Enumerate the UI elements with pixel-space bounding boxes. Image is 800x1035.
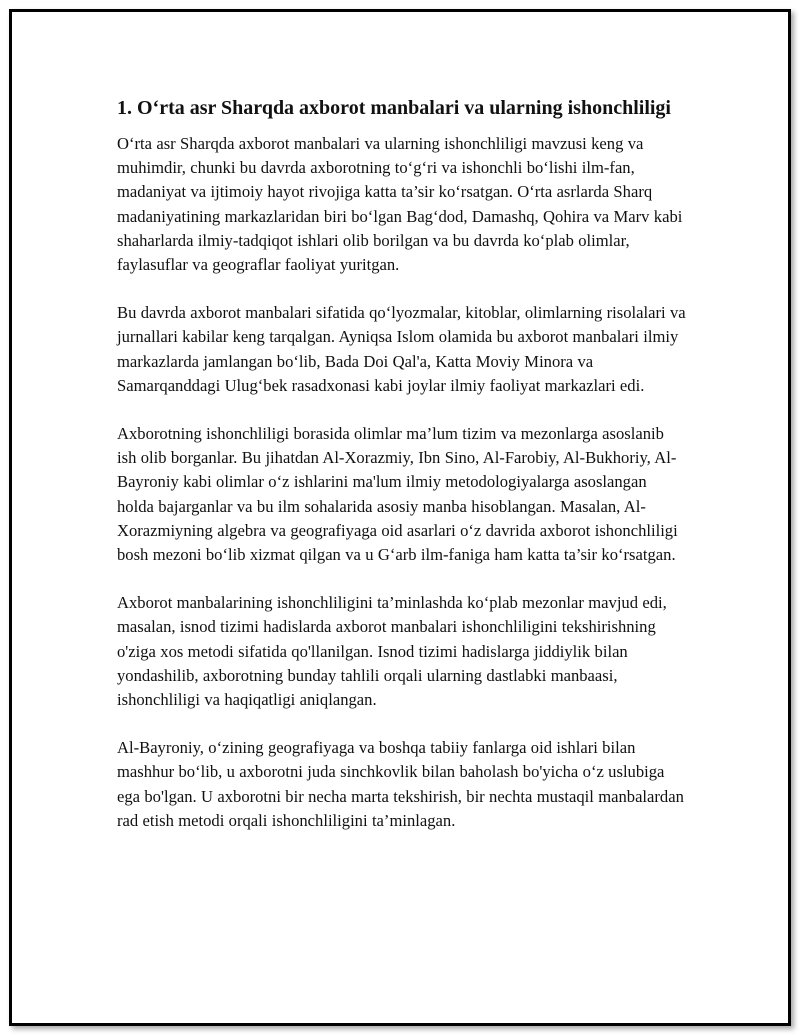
paragraph-4: Axborot manbalarining ishonchliligini ta’minlashda ko‘plab mezonlar mavjud edi, masalan, isnod tizimi hadislarda axborot manbalari ishonchliligini tekshirishning o'ziga xos metodi sifatida qo'llanilgan. Isnod tizimi hadislarga jiddiylik bilan yondashilib, axborotning bunday tahlili orqali ularning dastlabki manbaasi, ishonchliligi va haqiqatligi aniqlangan. (117, 593, 667, 710)
paragraph-3: Axborotning ishonchliligi borasida olimlar ma’lum tizim va mezonlarga asoslanib ish olib borganlar. Bu jihatdan Al-Xorazmiy, Ibn Sino, Al-Farobiy, Al-Bukhoriy, Al-Bayroniy kabi olimlar o‘z ishlarini ma'lum ilmiy metodologiyalarga asoslangan holda bajarganlar va bu ilm sohalarida asosiy manba hisoblangan. Masalan, Al-Xorazmiyning algebra va geografiyaga oid asarlari o‘z davrida axborot ishonchliligi bosh mezoni bo‘lib xizmat qilgan va u G‘arb ilm-faniga ham katta ta’sir ko‘rsatgan. (117, 424, 678, 565)
paragraph-1: O‘rta asr Sharqda axborot manbalari va ularning ishonchliligi mavzusi keng va muhimdir, chunki bu davrda axborotning to‘g‘ri va ishonchli bo‘lishi ilm-fan, madaniyat va ijtimoiy hayot rivojiga katta ta’sir ko‘rsatgan. O‘rta asrlarda Sharq madaniyatining markazlaridan biri bo‘lgan Bag‘dod, Damashq, Qohira va Marv kabi shaharlarda ilmiy-tadqiqot ishlari olib borilgan va bu davrda ko‘plab olimlar, faylasuflar va geograflar faoliyat yuritgan. (117, 134, 683, 275)
document-body (117, 95, 687, 857)
section-heading: 1. O‘rta asr Sharqda axborot manbalari va ularning ishonchliligi (117, 97, 671, 119)
paragraph-2: Bu davrda axborot manbalari sifatida qo‘lyozmalar, kitoblar, olimlarning risolalari va jurnallari kabilar keng tarqalgan. Ayniqsa Islom olamida bu axborot manbalari ilmiy markazlarda jamlangan bo‘lib, Bada Doi Qal'a, Katta Moviy Minora va Samarqanddagi Ulug‘bek rasadxonasi kabi joylar ilmiy faoliyat markazlari edi. (117, 303, 686, 395)
paragraph-5: Al-Bayroniy, o‘zining geografiyaga va boshqa tabiiy fanlarga oid ishlari bilan mashhur bo‘lib, u axborotni juda sinchkovlik bilan baholash bo'yicha o‘z uslubiga ega bo'lgan. U axborotni bir necha marta tekshirish, bir nechta mustaqil manbalardan rad etish metodi orqali ishonchliligini ta’minlagan. (117, 738, 684, 830)
